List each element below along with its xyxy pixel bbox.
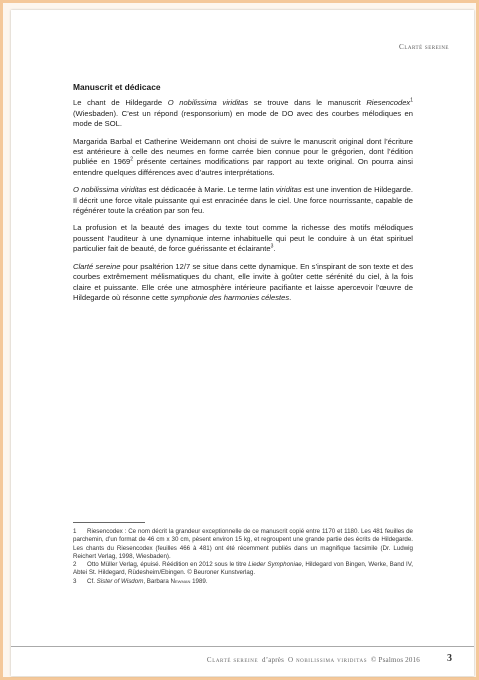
footnote-number: 2: [73, 561, 77, 569]
text-run: est une invention de Hildegarde. Il décrit une force vitale puissante qui est enracinée dans le ciel. Une force nourrissante, capable de régénérer toute la création par son feu.: [73, 185, 413, 216]
footnote-text: , Hildegard von Bingen, Werke, Band IV, Abtei St. Hildegard, Rüdesheim/Ebingen. © Beuroner Kunstverlag.: [73, 561, 413, 577]
footer-copyright: © Psalmos 2016: [371, 656, 420, 664]
paragraph-3: [73, 185, 413, 216]
footnote-divider: [73, 522, 145, 523]
text-run: se trouve dans le manuscrit: [248, 98, 367, 108]
text-run: (Wiesbaden). C’est un répond (responsorium) en mode de DO avec des courbes mélodiques en mode de SOL.: [73, 108, 413, 129]
footnote-number: 3: [73, 577, 77, 585]
document-page: [11, 10, 474, 676]
main-content: [73, 82, 413, 310]
italic-title: Sister of Wisdom: [96, 577, 144, 585]
footnote-text: 1989.: [190, 577, 208, 585]
text-run: Margarida Barbal et Catherine Weidemann ont choisi de suivre le manuscrit original dont l’écriture est antérieure à celle des neumes en forme carrée bien connue pour le grégorien, dont l’édition publiée en 1969: [73, 136, 413, 167]
italic-term: viriditas: [275, 185, 302, 195]
footer-text: d’après: [262, 656, 285, 664]
italic-title: O nobilissima viriditas: [73, 185, 147, 195]
paragraph-2: [73, 137, 413, 179]
page-number: 3: [447, 653, 452, 664]
footnote-text: , Barbara: [143, 577, 171, 585]
page-footer: [207, 656, 420, 664]
footnote-text: Otto Müller Verlag, épuisé. Réédition en 2012 sous le titre: [87, 561, 249, 569]
text-run: .: [289, 292, 292, 302]
footnote-2: [73, 561, 413, 578]
footnote-text: Cf.: [87, 577, 97, 585]
text-run: La profusion et la beauté des images du texte tout comme la richesse des motifs mélodiques poussent l’auditeur à une dynamique interne inhabituelle qui peut le conduire à un état spirituel particulier fait de beauté, de force guérissante et éclairante: [73, 223, 413, 254]
text-run: présente certaines modifications par rapport au texte original. On pourra ainsi entendre quelques différences avec d’autres interprétations.: [73, 157, 413, 177]
footnote-ref-1[interactable]: 1: [410, 97, 413, 104]
italic-title: O nobilissima viriditas: [167, 98, 249, 108]
footnote-ref-2[interactable]: 2: [130, 156, 134, 163]
section-heading: Manuscrit et dédicace: [73, 82, 161, 92]
text-run: est dédicacée à Marie. Le terme latin: [146, 185, 276, 195]
footnote-number: 1: [73, 528, 77, 535]
footnotes: [73, 528, 413, 586]
running-head: Clarté sereine: [399, 43, 449, 51]
footer-source: O nobilissima viriditas: [287, 656, 368, 664]
footnote-1: [73, 528, 413, 561]
footnote-text: Riesencodex : Ce nom décrit la grandeur exceptionnelle de ce manuscrit copié entre 1170 et 1180. Les 481 feuilles de parchemin, d’un format de 46 cm x 30 cm, pèsent environ 15 kg, et regroupent une grande partie des écrits de Hildegarde. Les chants du Riesencodex (feuilles 466 à 481) ont été récemment publiés dans un magnifique facsimile (Dr. Ludwig Reichert Verlag, 1998, Wiesbaden).: [73, 528, 413, 560]
paragraph-1: [73, 98, 413, 129]
italic-term: symphonie des harmonies célestes: [170, 292, 290, 302]
italic-title: Lieder Symphoniae: [248, 561, 302, 569]
footnote-3: [73, 578, 413, 586]
paragraph-5: [73, 262, 413, 304]
paragraph-4: [73, 223, 413, 254]
text-run: pour psaltérion 12/7 se situe dans cette dynamique. En s’inspirant de son texte et des courbes extrêmement mélismatiques du chant, elle invite à goûter cette sérénité du ciel, à la fois claire et puissante. Elle crée une atmosphère intérieure pacifiante et laisse apercevoir l’œuvre de Hildegarde où résonne cette: [73, 261, 413, 302]
footnote-ref-3[interactable]: 3: [270, 243, 274, 250]
text-run: Le chant de Hildegarde: [73, 98, 168, 108]
italic-title: Clarté sereine: [73, 261, 121, 271]
italic-term: Riesencodex: [366, 98, 411, 108]
author-name: Newman: [170, 577, 191, 585]
text-run: .: [273, 244, 276, 254]
footer-title: Clarté sereine: [206, 656, 259, 664]
footer-divider: [11, 646, 474, 647]
